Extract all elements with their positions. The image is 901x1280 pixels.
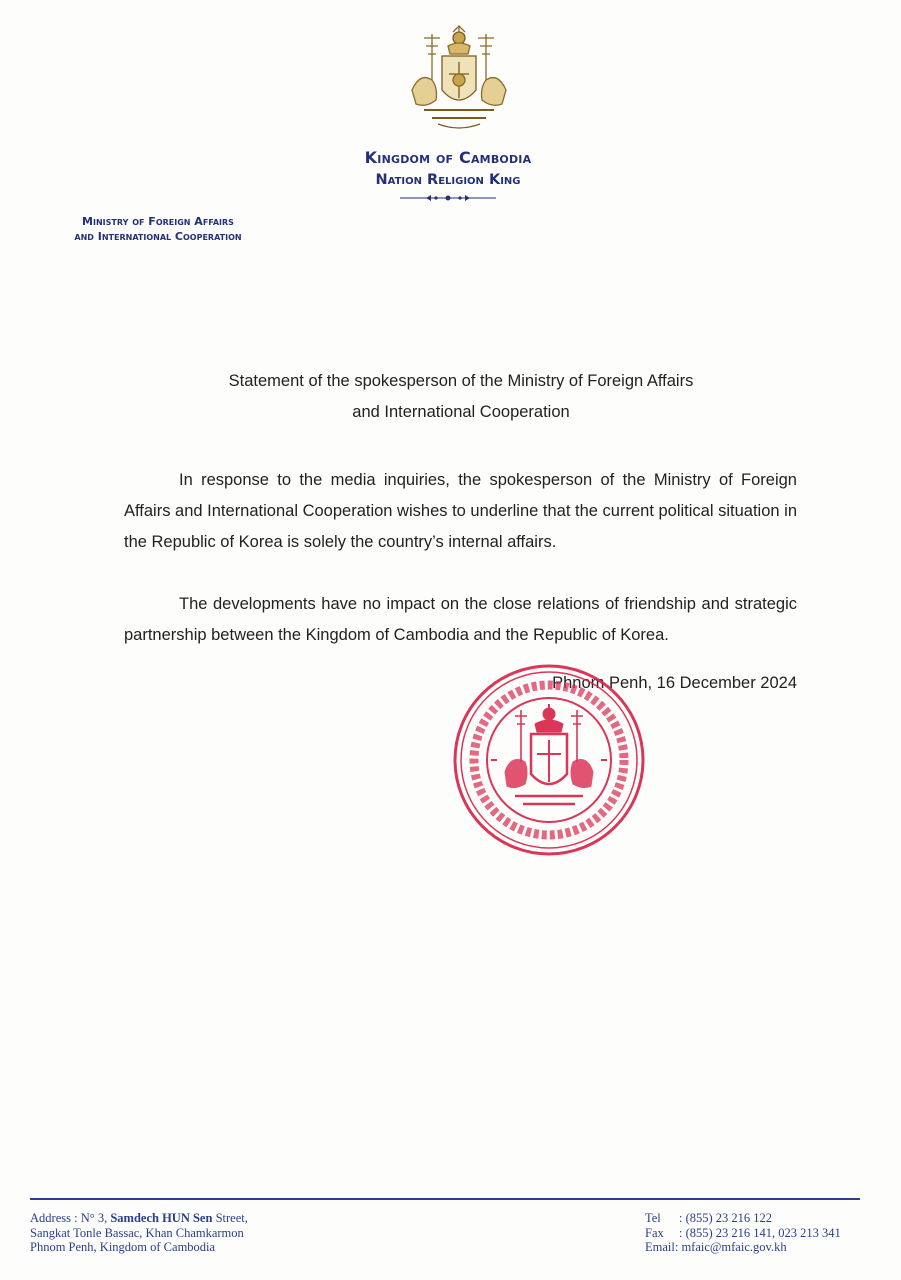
footer-divider: [30, 1198, 860, 1200]
contact-tel: [645, 1211, 885, 1226]
fax-value: : (855) 23 216 141, 023 213 341: [679, 1225, 841, 1240]
statement-title: [120, 366, 802, 428]
footer-address: [30, 1211, 410, 1255]
royal-arms-icon: [402, 24, 516, 132]
fax-label: Fax: [645, 1225, 664, 1240]
address-line-3: Phnom Penh, Kingdom of Cambodia: [30, 1240, 216, 1254]
place-and-date: Phnom Penh, 16 December 2024: [552, 674, 797, 692]
statement-title-line2: and International Cooperation: [352, 403, 570, 421]
address-line-2: Sangkat Tonle Bassac, Khan Chamkarmon: [30, 1225, 244, 1240]
email-label: Email: [645, 1240, 675, 1254]
official-seal-icon: [451, 662, 647, 858]
decorative-divider-icon: [398, 193, 498, 203]
kingdom-title: Kingdom of Cambodia: [364, 148, 532, 167]
address-line-1: [30, 1211, 410, 1226]
statement-title-line1: Statement of the spokesperson of the Ministry of Foreign Affairs: [228, 372, 694, 390]
address-street-name: Samdech HUN Sen: [110, 1211, 213, 1225]
address-street-suffix: Street,: [212, 1211, 248, 1225]
national-motto: Nation Religion King: [375, 172, 521, 188]
email-value: : mfaic@mfaic.gov.kh: [674, 1240, 787, 1254]
tel-value: : (855) 23 216 122: [679, 1211, 773, 1225]
address-prefix: Address : N° 3,: [30, 1211, 111, 1225]
ministry-heading-line2: and International Cooperation: [74, 230, 242, 243]
contact-fax: [645, 1226, 885, 1241]
contact-email: [645, 1240, 885, 1255]
ministry-heading-line1: Ministry of Foreign Affairs: [82, 215, 234, 228]
statement-paragraph-2: The developments have no impact on the close relations of friendship and strategic partnership between the Kingdom of Cambodia and the Republic of Korea.: [124, 595, 797, 644]
statement-paragraph-1: In response to the media inquiries, the spokesperson of the Ministry of Foreign Affairs and International Cooperation wishes to underline that the current political situation in the Republic of Korea is solely the country’s internal affairs.: [124, 471, 797, 551]
ministry-heading: [30, 214, 286, 244]
tel-label: Tel: [645, 1211, 661, 1225]
footer-contact: [645, 1211, 885, 1255]
